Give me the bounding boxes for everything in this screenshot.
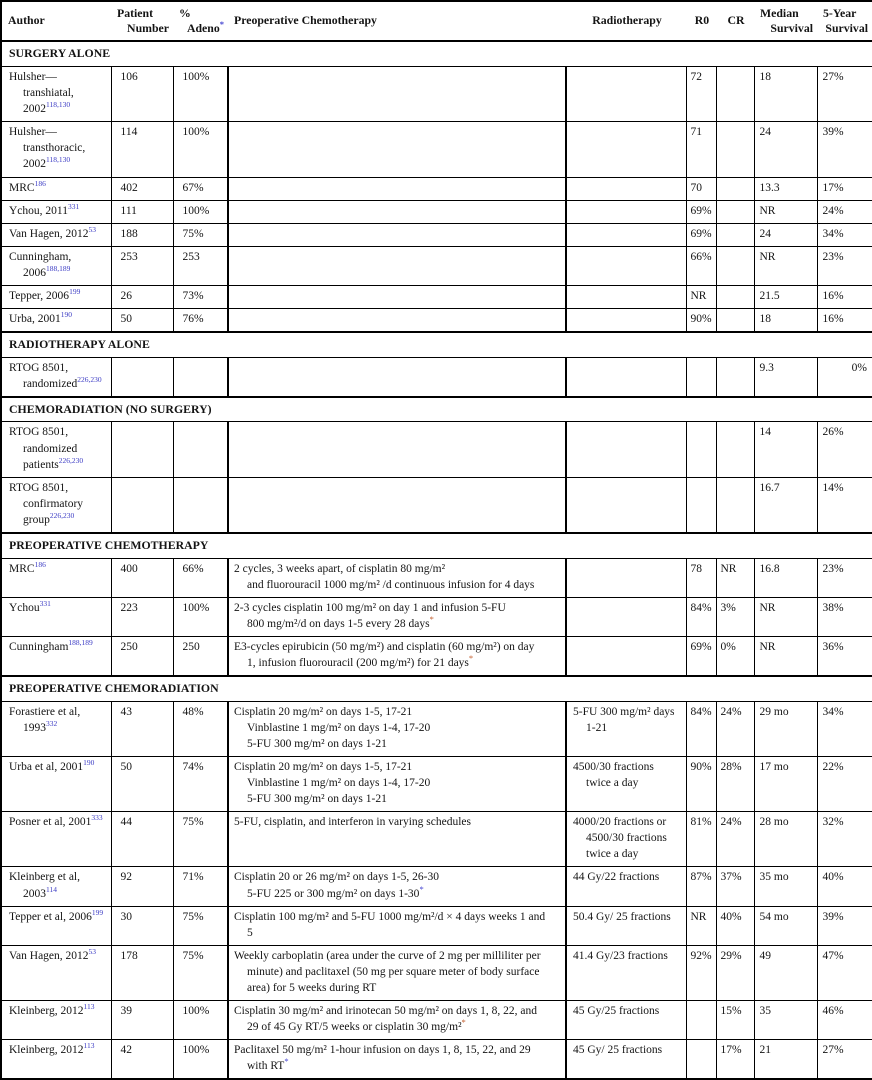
study-row xyxy=(1,177,872,200)
median-cell: 18 xyxy=(754,309,817,333)
adeno-cell: 67% xyxy=(173,177,228,200)
patients-cell: 26 xyxy=(111,286,173,309)
adeno-cell: 75% xyxy=(173,223,228,246)
citation-reference[interactable]: 331 xyxy=(39,598,51,608)
citation-reference[interactable]: 332 xyxy=(46,718,58,728)
median-cell: 21 xyxy=(754,1040,817,1080)
chemo-cell: Cisplatin 100 mg/m² and 5-FU 1000 mg/m²/d × 4 days weeks 1 and 5 xyxy=(228,906,566,945)
study-row xyxy=(1,309,872,333)
adeno-cell: 100% xyxy=(173,66,228,121)
citation-reference[interactable]: 186 xyxy=(34,559,46,569)
author-cell: MRC$^{186}$ xyxy=(1,177,111,200)
study-row xyxy=(1,246,872,285)
radio-cell xyxy=(566,246,686,285)
adeno-cell xyxy=(173,477,228,533)
citation-reference[interactable]: 333 xyxy=(91,813,103,823)
radio-cell xyxy=(566,309,686,333)
survival5-cell: 26% xyxy=(817,422,872,477)
cr-cell: 24% xyxy=(716,812,754,867)
chemo-cell xyxy=(228,357,566,397)
citation-reference[interactable]: 113 xyxy=(83,1041,95,1051)
citation-reference[interactable]: 199 xyxy=(69,287,81,297)
patients-cell: 44 xyxy=(111,812,173,867)
author-cell: MRC$^{186}$ xyxy=(1,558,111,597)
study-row xyxy=(1,477,872,533)
cr-cell xyxy=(716,309,754,333)
cr-cell xyxy=(716,200,754,223)
survival5-cell: 34% xyxy=(817,701,872,756)
author-cell: Tepper et al, 2006$^{199}$ xyxy=(1,906,111,945)
column-header-adeno: % Adeno* xyxy=(173,1,228,41)
adeno-cell: 75% xyxy=(173,906,228,945)
author-cell: RTOG 8501, confirmatory group$^{226,230}$ xyxy=(1,477,111,533)
radio-cell xyxy=(566,223,686,246)
cr-cell xyxy=(716,223,754,246)
radio-cell: 50.4 Gy/ 25 fractions xyxy=(566,906,686,945)
citation-reference[interactable]: 188,189 xyxy=(46,264,71,274)
median-cell: 35 mo xyxy=(754,867,817,906)
radio-cell: 44 Gy/22 fractions xyxy=(566,867,686,906)
author-cell: RTOG 8501, randomized patients$^{226,230}$ xyxy=(1,422,111,477)
study-row xyxy=(1,867,872,906)
survival5-cell: 46% xyxy=(817,1001,872,1040)
survival5-cell: 27% xyxy=(817,1040,872,1080)
adeno-cell: 48% xyxy=(173,701,228,756)
patients-cell: 92 xyxy=(111,867,173,906)
adeno-cell: 253 xyxy=(173,246,228,285)
chemo-cell: Cisplatin 30 mg/m² and irinotecan 50 mg/m² on days 1, 8, 22, and 29 of 45 Gy RT/5 weeks or cisplatin 30 mg/m²* xyxy=(228,1001,566,1040)
patients-cell xyxy=(111,422,173,477)
radio-cell xyxy=(566,477,686,533)
cr-cell xyxy=(716,477,754,533)
citation-reference[interactable]: 190 xyxy=(83,758,95,768)
column-header-survival5: 5-Year Survival xyxy=(817,1,872,41)
radio-cell: 45 Gy/ 25 fractions xyxy=(566,1040,686,1080)
column-header-author: Author xyxy=(1,1,111,41)
r0-cell: 87% xyxy=(686,867,716,906)
table-body xyxy=(1,41,872,1079)
study-row xyxy=(1,945,872,1000)
survival5-cell: 23% xyxy=(817,558,872,597)
section-title: PREOPERATIVE CHEMOTHERAPY xyxy=(1,533,872,558)
author-cell: Cunningham$^{188,189}$ xyxy=(1,636,111,676)
median-cell: NR xyxy=(754,246,817,285)
chemo-cell xyxy=(228,477,566,533)
adeno-cell: 66% xyxy=(173,558,228,597)
r0-cell: 66% xyxy=(686,246,716,285)
author-cell: Posner et al, 2001$^{333}$ xyxy=(1,812,111,867)
footnote-mark: * xyxy=(468,653,474,664)
patients-cell: 39 xyxy=(111,1001,173,1040)
median-cell: NR xyxy=(754,597,817,636)
chemo-cell xyxy=(228,309,566,333)
adeno-cell: 250 xyxy=(173,636,228,676)
adeno-cell xyxy=(173,357,228,397)
patients-cell: 188 xyxy=(111,223,173,246)
patients-cell xyxy=(111,477,173,533)
chemo-cell: 2-3 cycles cisplatin 100 mg/m² on day 1 and infusion 5-FU 800 mg/m²/d on days 1-5 every 28 days* xyxy=(228,597,566,636)
column-header-chemo: Preoperative Chemotherapy xyxy=(228,1,566,41)
median-cell: 14 xyxy=(754,422,817,477)
cr-cell: 0% xyxy=(716,636,754,676)
survival5-cell: 16% xyxy=(817,286,872,309)
adeno-cell: 75% xyxy=(173,812,228,867)
median-cell: 18 xyxy=(754,66,817,121)
median-cell: 24 xyxy=(754,122,817,177)
adeno-cell: 75% xyxy=(173,945,228,1000)
chemo-cell: Weekly carboplatin (area under the curve of 2 mg per milliliter per minute) and paclitaxel (50 mg per square meter of body surface area) for 5 weeks during RT xyxy=(228,945,566,1000)
study-row xyxy=(1,122,872,177)
patients-cell: 106 xyxy=(111,66,173,121)
radio-cell xyxy=(566,66,686,121)
cr-cell: 15% xyxy=(716,1001,754,1040)
median-cell: 16.8 xyxy=(754,558,817,597)
column-header-patients: Patient Number xyxy=(111,1,173,41)
r0-cell xyxy=(686,477,716,533)
cr-cell xyxy=(716,286,754,309)
adeno-cell: 73% xyxy=(173,286,228,309)
patients-cell: 253 xyxy=(111,246,173,285)
cr-cell xyxy=(716,422,754,477)
chemo-cell: 5-FU, cisplatin, and interferon in varying schedules xyxy=(228,812,566,867)
patients-cell: 50 xyxy=(111,309,173,333)
chemo-cell xyxy=(228,66,566,121)
study-row xyxy=(1,701,872,756)
median-cell: 28 mo xyxy=(754,812,817,867)
radio-cell xyxy=(566,636,686,676)
adeno-cell: 100% xyxy=(173,1001,228,1040)
median-cell: 13.3 xyxy=(754,177,817,200)
survival5-cell: 23% xyxy=(817,246,872,285)
r0-cell: 92% xyxy=(686,945,716,1000)
chemo-cell xyxy=(228,422,566,477)
patients-cell: 111 xyxy=(111,200,173,223)
cr-cell: 3% xyxy=(716,597,754,636)
study-row xyxy=(1,422,872,477)
cr-cell: 29% xyxy=(716,945,754,1000)
author-cell: Van Hagen, 2012$^{53}$ xyxy=(1,945,111,1000)
median-cell: NR xyxy=(754,200,817,223)
citation-reference[interactable]: 118,130 xyxy=(46,155,71,165)
r0-cell: 90% xyxy=(686,309,716,333)
author-cell: RTOG 8501, randomized$^{226,230}$ xyxy=(1,357,111,397)
citation-reference[interactable]: 118,130 xyxy=(46,100,71,110)
chemo-cell xyxy=(228,122,566,177)
median-cell: 35 xyxy=(754,1001,817,1040)
citation-reference[interactable]: 114 xyxy=(46,884,57,894)
median-cell: 29 mo xyxy=(754,701,817,756)
chemo-cell: Cisplatin 20 mg/m² on days 1-5, 17-21 Vinblastine 1 mg/m² on days 1-4, 17-20 5-FU 300 mg/m² on days 1-21 xyxy=(228,701,566,756)
radio-cell xyxy=(566,558,686,597)
cr-cell: 37% xyxy=(716,867,754,906)
author-cell: Kleinberg, 2012$^{113}$ xyxy=(1,1001,111,1040)
section-header-row xyxy=(1,397,872,422)
radio-cell xyxy=(566,200,686,223)
radio-cell xyxy=(566,286,686,309)
citation-reference[interactable]: 331 xyxy=(67,201,80,211)
study-row xyxy=(1,357,872,397)
chemo-cell xyxy=(228,286,566,309)
survival5-cell: 39% xyxy=(817,906,872,945)
median-cell: 17 mo xyxy=(754,756,817,811)
citation-reference[interactable]: 199 xyxy=(91,907,104,917)
adeno-cell: 100% xyxy=(173,122,228,177)
section-title: RADIOTHERAPY ALONE xyxy=(1,332,872,357)
study-row xyxy=(1,1001,872,1040)
adeno-cell: 71% xyxy=(173,867,228,906)
median-cell: 54 mo xyxy=(754,906,817,945)
survival5-cell: 36% xyxy=(817,636,872,676)
patients-cell: 178 xyxy=(111,945,173,1000)
radio-cell xyxy=(566,597,686,636)
citation-reference[interactable]: 190 xyxy=(60,310,72,320)
chemo-cell: E3-cycles epirubicin (50 mg/m²) and cisplatin (60 mg/m²) on day 1, infusion fluorouracil (200 mg/m²) for 21 days* xyxy=(228,636,566,676)
author-cell: Tepper, 2006$^{199}$ xyxy=(1,286,111,309)
chemo-cell xyxy=(228,200,566,223)
study-row xyxy=(1,906,872,945)
survival5-cell: 14% xyxy=(817,477,872,533)
radio-cell: 45 Gy/25 fractions xyxy=(566,1001,686,1040)
median-cell: 21.5 xyxy=(754,286,817,309)
adeno-cell: 74% xyxy=(173,756,228,811)
adeno-cell: 100% xyxy=(173,597,228,636)
patients-cell: 114 xyxy=(111,122,173,177)
median-cell: 9.3 xyxy=(754,357,817,397)
citation-reference[interactable]: 186 xyxy=(34,178,46,188)
study-row xyxy=(1,223,872,246)
survival5-cell: 27% xyxy=(817,66,872,121)
section-title: CHEMORADIATION (NO SURGERY) xyxy=(1,397,872,422)
survival5-cell: 38% xyxy=(817,597,872,636)
cr-cell xyxy=(716,66,754,121)
author-cell: Ychou$^{331}$ xyxy=(1,597,111,636)
author-cell: Kleinberg et al, 2003$^{114}$ xyxy=(1,867,111,906)
chemo-cell xyxy=(228,246,566,285)
r0-cell: 72 xyxy=(686,66,716,121)
chemo-cell: 2 cycles, 3 weeks apart, of cisplatin 80 mg/m² and fluorouracil 1000 mg/m² /d continuous infusion for 4 days xyxy=(228,558,566,597)
patients-cell: 43 xyxy=(111,701,173,756)
footnote-asterisk: * xyxy=(219,18,224,29)
r0-cell: NR xyxy=(686,286,716,309)
radio-cell xyxy=(566,177,686,200)
r0-cell: 69% xyxy=(686,223,716,246)
chemo-cell: Cisplatin 20 or 26 mg/m² on days 1-5, 26-30 5-FU 225 or 300 mg/m² on days 1-30* xyxy=(228,867,566,906)
study-row xyxy=(1,200,872,223)
radio-cell xyxy=(566,122,686,177)
column-header-r0: R0 xyxy=(686,1,716,41)
study-row xyxy=(1,597,872,636)
r0-cell xyxy=(686,1040,716,1080)
median-cell: NR xyxy=(754,636,817,676)
median-cell: 49 xyxy=(754,945,817,1000)
survival5-cell: 34% xyxy=(817,223,872,246)
citation-reference[interactable]: 188,189 xyxy=(68,638,93,648)
survival5-cell: 17% xyxy=(817,177,872,200)
adeno-cell: 100% xyxy=(173,1040,228,1080)
survival5-cell: 32% xyxy=(817,812,872,867)
r0-cell: 71 xyxy=(686,122,716,177)
patients-cell xyxy=(111,357,173,397)
cr-cell: 17% xyxy=(716,1040,754,1080)
section-header-row xyxy=(1,533,872,558)
survival5-cell: 39% xyxy=(817,122,872,177)
chemo-cell xyxy=(228,177,566,200)
cr-cell xyxy=(716,122,754,177)
adeno-cell: 76% xyxy=(173,309,228,333)
radio-cell: 5-FU 300 mg/m² days 1-21 xyxy=(566,701,686,756)
study-row xyxy=(1,812,872,867)
r0-cell: 81% xyxy=(686,812,716,867)
chemo-cell: Paclitaxel 50 mg/m² 1-hour infusion on days 1, 8, 15, 22, and 29 with RT* xyxy=(228,1040,566,1080)
citation-reference[interactable]: 53 xyxy=(88,946,97,956)
author-cell: Ychou, 2011$^{331}$ xyxy=(1,200,111,223)
citation-reference[interactable]: 113 xyxy=(83,1002,95,1012)
r0-cell xyxy=(686,357,716,397)
author-cell: Kleinberg, 2012$^{113}$ xyxy=(1,1040,111,1080)
cr-cell: 40% xyxy=(716,906,754,945)
r0-cell: 78 xyxy=(686,558,716,597)
column-header-median: Median Survival xyxy=(754,1,817,41)
radio-cell xyxy=(566,357,686,397)
cr-cell: NR xyxy=(716,558,754,597)
author-cell: Urba et al, 2001$^{190}$ xyxy=(1,756,111,811)
column-header-cr: CR xyxy=(716,1,754,41)
chemo-cell xyxy=(228,223,566,246)
patients-cell: 402 xyxy=(111,177,173,200)
r0-cell: 90% xyxy=(686,756,716,811)
survival5-cell: 24% xyxy=(817,200,872,223)
median-cell: 16.7 xyxy=(754,477,817,533)
median-cell: 24 xyxy=(754,223,817,246)
footnote-mark: * xyxy=(429,613,434,624)
section-header-row xyxy=(1,41,872,66)
section-header-row xyxy=(1,332,872,357)
footnote-mark: * xyxy=(461,1017,466,1028)
author-cell: Hulsher— transhiatal, 2002$^{118,130}$ xyxy=(1,66,111,121)
cr-cell xyxy=(716,357,754,397)
section-header-row xyxy=(1,676,872,701)
patients-cell: 50 xyxy=(111,756,173,811)
author-cell: Urba, 2001$^{190}$ xyxy=(1,309,111,333)
section-title: PREOPERATIVE CHEMORADIATION xyxy=(1,676,872,701)
study-row xyxy=(1,286,872,309)
r0-cell xyxy=(686,1001,716,1040)
survival5-cell: 16% xyxy=(817,309,872,333)
radio-cell: 4000/20 fractions or 4500/30 fractions twice a day xyxy=(566,812,686,867)
survival5-cell: 0% xyxy=(817,357,872,397)
patients-cell: 30 xyxy=(111,906,173,945)
patients-cell: 223 xyxy=(111,597,173,636)
study-row xyxy=(1,558,872,597)
adeno-cell xyxy=(173,422,228,477)
r0-cell: 84% xyxy=(686,701,716,756)
survival5-cell: 40% xyxy=(817,867,872,906)
cr-cell xyxy=(716,246,754,285)
study-row xyxy=(1,636,872,676)
citation-reference[interactable]: 226,230 xyxy=(77,374,102,384)
r0-cell: 69% xyxy=(686,636,716,676)
r0-cell: NR xyxy=(686,906,716,945)
patients-cell: 400 xyxy=(111,558,173,597)
column-header-radio: Radiotherapy xyxy=(566,1,686,41)
author-cell: Van Hagen, 2012$^{53}$ xyxy=(1,223,111,246)
cr-cell xyxy=(716,177,754,200)
patients-cell: 250 xyxy=(111,636,173,676)
study-row xyxy=(1,66,872,121)
section-title: SURGERY ALONE xyxy=(1,41,872,66)
study-row xyxy=(1,756,872,811)
radio-cell: 4500/30 fractions twice a day xyxy=(566,756,686,811)
r0-cell: 70 xyxy=(686,177,716,200)
radio-cell: 41.4 Gy/23 fractions xyxy=(566,945,686,1000)
study-row xyxy=(1,1040,872,1080)
cr-cell: 24% xyxy=(716,701,754,756)
author-cell: Forastiere et al, 1993$^{332}$ xyxy=(1,701,111,756)
table-header-row xyxy=(1,1,872,41)
citation-reference[interactable]: 53 xyxy=(88,224,97,234)
author-cell: Cunningham, 2006$^{188,189}$ xyxy=(1,246,111,285)
author-cell: Hulsher— transthoracic, 2002$^{118,130}$ xyxy=(1,122,111,177)
r0-cell: 84% xyxy=(686,597,716,636)
footnote-asterisk: * xyxy=(419,883,424,894)
survival5-cell: 47% xyxy=(817,945,872,1000)
chemo-cell: Cisplatin 20 mg/m² on days 1-5, 17-21 Vinblastine 1 mg/m² on days 1-4, 17-20 5-FU 300 mg/m² on days 1-21 xyxy=(228,756,566,811)
r0-cell: 69% xyxy=(686,200,716,223)
cr-cell: 28% xyxy=(716,756,754,811)
adeno-cell: 100% xyxy=(173,200,228,223)
citation-reference[interactable]: 226,230 xyxy=(58,455,84,465)
patients-cell: 42 xyxy=(111,1040,173,1080)
survival5-cell: 22% xyxy=(817,756,872,811)
footnote-asterisk: * xyxy=(284,1056,289,1067)
citation-reference[interactable]: 226,230 xyxy=(49,511,75,521)
r0-cell xyxy=(686,422,716,477)
radio-cell xyxy=(566,422,686,477)
